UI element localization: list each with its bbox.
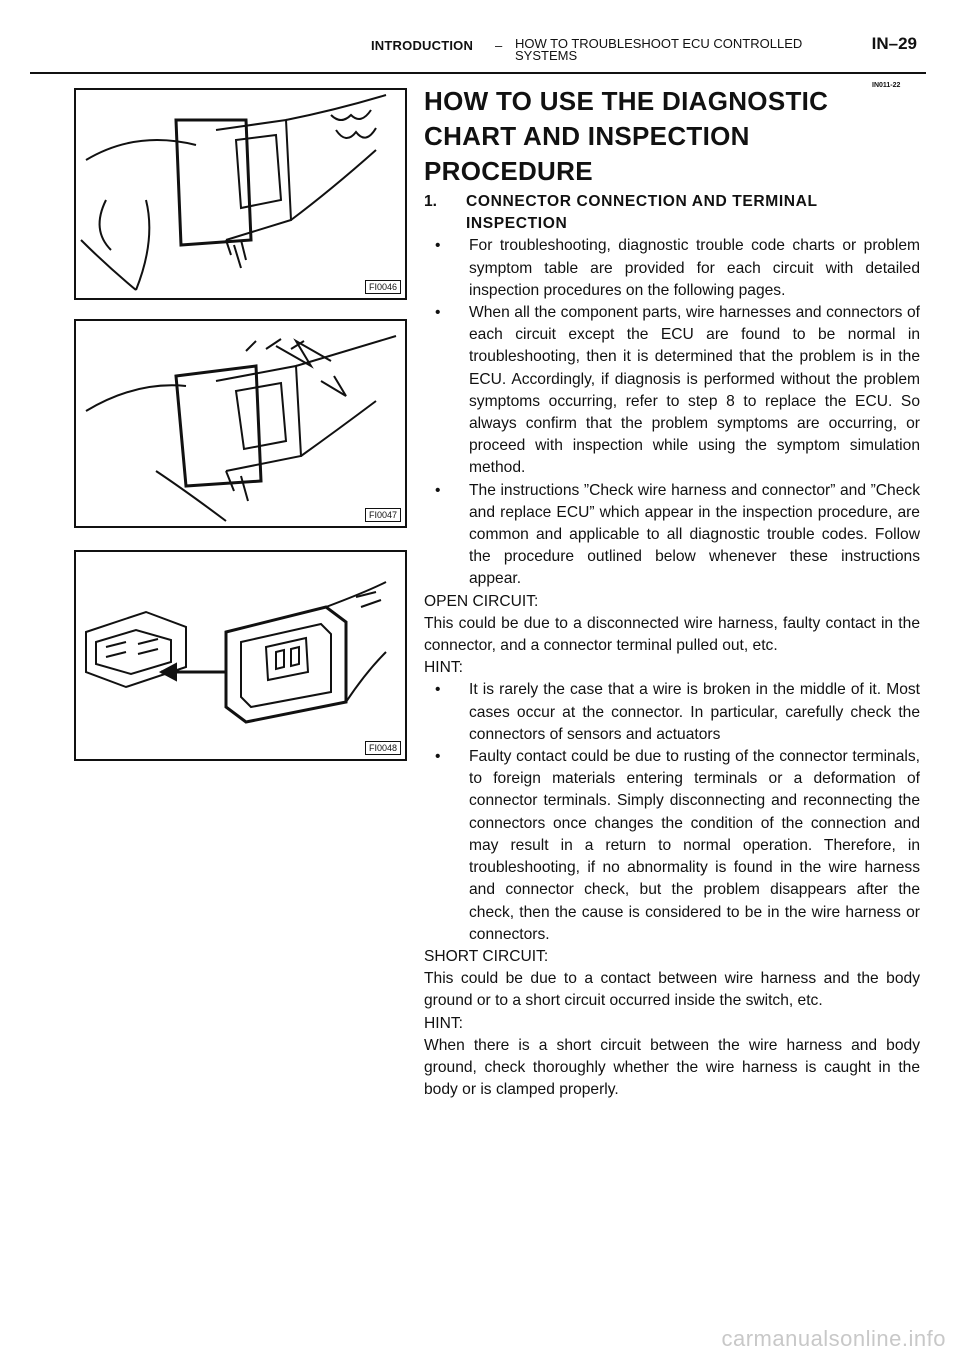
list-item <box>424 480 920 591</box>
step-1 <box>424 191 920 235</box>
header-title: HOW TO TROUBLESHOOT ECU CONTROLLED SYSTEMS <box>515 36 803 63</box>
list-item <box>424 746 920 946</box>
figure-connector-2 <box>74 319 407 528</box>
open-circuit-text: This could be due to a disconnected wire harness, faulty contact in the connector, and a connector terminal pulled out, etc. <box>424 614 920 655</box>
figure-connector-3 <box>74 550 407 761</box>
main-content <box>424 84 920 1101</box>
open-circuit-hint-label: HINT: <box>424 659 463 677</box>
page-number: IN–29 <box>871 34 917 53</box>
list-item <box>424 235 920 302</box>
short-circuit-text: This could be due to a contact between wire harness and the body ground or to a short circuit occurred inside the switch, etc. <box>424 970 920 1010</box>
step-1-bullets <box>424 235 920 590</box>
figure-label: FI0047 <box>365 508 401 522</box>
figure-connector-1 <box>74 88 407 300</box>
page-title: HOW TO USE THE DIAGNOSTIC CHART AND INSPECTION PROCEDURE <box>424 86 829 186</box>
list-item <box>424 302 920 480</box>
bullet-icon: • <box>435 237 441 255</box>
bullet-icon: • <box>435 748 441 766</box>
list-item <box>424 679 920 746</box>
watermark: carmanualsonline.info <box>721 1326 946 1351</box>
connector-illustration-3 <box>76 552 405 759</box>
short-circuit-hint-label: HINT: <box>424 1014 463 1032</box>
header-rule <box>30 72 926 74</box>
bullet-icon: • <box>435 481 441 499</box>
bullet-text: Faulty contact could be due to rusting of the connector terminals, to foreign materials entering terminals or a deformation of connector terminals. Simply disconnecting and reconnecting the connectors once changes the condition of the connection and may result in a return to normal operation. Therefore, in troubleshooting, if no abnormality is found in the wire harness and connector check, but the problem disappears after the check, then the cause is considered to be in the wire harness or connectors. <box>469 748 920 943</box>
short-circuit-hint-text: When there is a short circuit between the wire harness and body ground, check thoroughly whether the wire harness is caught in the body or is clamped properly. <box>424 1036 920 1099</box>
bullet-icon: • <box>435 681 441 699</box>
connector-illustration-1 <box>76 90 405 298</box>
doc-id: IN011-22 <box>872 82 901 89</box>
header-dash: – <box>495 38 503 53</box>
open-circuit-hints <box>424 679 920 945</box>
step-heading: CONNECTOR CONNECTION AND TERMINAL INSPECTION <box>466 193 818 233</box>
bullet-text: When all the component parts, wire harnesses and connectors of each circuit except the ECU are found to be normal in troubleshooting, then it is determined that the problem is in the ECU. Accordingly, if diagnosis is performed without the problem symptoms occurring, refer to step 8 to replace the ECU. So always confirm that the problem symptoms are occurring, or proceed with inspection while using the symptom simulation method. <box>469 304 920 477</box>
page-header <box>365 34 925 74</box>
figure-label: FI0046 <box>365 280 401 294</box>
figure-label: FI0048 <box>365 741 401 755</box>
open-circuit-heading: OPEN CIRCUIT: <box>424 592 539 610</box>
bullet-text: The instructions ”Check wire harness and connector” and ”Check and replace ECU” which appear in the inspection procedure, are common and applicable to all diagnostic trouble codes. Follow the procedure outlined below whenever these instructions appear. <box>469 481 920 588</box>
bullet-text: For troubleshooting, diagnostic trouble code charts or problem symptom table are provided for each circuit with detailed inspection procedures on the following pages. <box>469 237 920 299</box>
bullet-icon: • <box>435 304 441 322</box>
bullet-text: It is rarely the case that a wire is broken in the middle of it. Most cases occur at the connector. In particular, carefully check the connectors of sensors and actuators <box>469 681 920 743</box>
connector-illustration-2 <box>76 321 405 526</box>
header-section: INTRODUCTION <box>371 38 474 53</box>
short-circuit-heading: SHORT CIRCUIT: <box>424 947 549 965</box>
step-number: 1. <box>424 193 438 210</box>
